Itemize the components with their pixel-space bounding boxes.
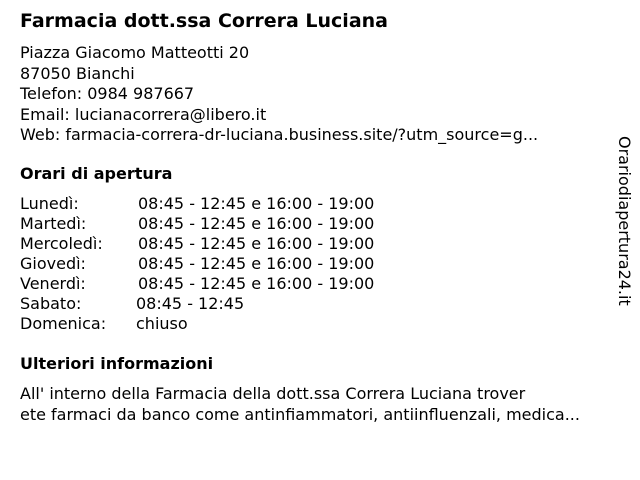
day-label: Lunedì: [20, 194, 79, 213]
phone-number[interactable]: Telefon: 0984 987667 [20, 84, 195, 103]
hours-heading: Orari di apertura [20, 164, 173, 183]
info-heading: Ulteriori informazioni [20, 354, 214, 373]
day-label: Giovedì: [20, 254, 86, 273]
time-value: 08:45 - 12:45 e 16:00 - 19:00 [138, 254, 375, 273]
time-value: 08:45 - 12:45 e 16:00 - 19:00 [138, 194, 375, 213]
time-value: 08:45 - 12:45 e 16:00 - 19:00 [138, 214, 375, 233]
page-title: Farmacia dott.ssa Correra Luciana [20, 10, 388, 32]
description-line: ete farmaci da banco come antinfiammatori, antiinfluenzali, medica... [20, 404, 580, 424]
day-label: Sabato: [20, 294, 82, 313]
time-value: chiuso [136, 314, 188, 333]
time-value: 08:45 - 12:45 [136, 294, 245, 313]
email-address[interactable]: Email: lucianacorrera@libero.it [20, 104, 267, 124]
day-label: Mercoledì: [20, 234, 103, 253]
day-label: Venerdì: [20, 274, 86, 293]
street-address: Piazza Giacomo Matteotti 20 [20, 43, 250, 62]
address-block [20, 43, 538, 146]
day-label: Martedì: [20, 214, 87, 233]
description-line: All' interno della Farmacia della dott.ssa Correra Luciana trover [20, 384, 526, 403]
day-label: Domenica: [20, 314, 107, 333]
time-value: 08:45 - 12:45 e 16:00 - 19:00 [138, 234, 375, 253]
city-address: 87050 Bianchi [20, 63, 135, 83]
site-watermark: Orariodiapertura24.it [615, 136, 634, 306]
website-link[interactable]: Web: farmacia-correra-dr-luciana.business.site/?utm_source=g... [20, 125, 539, 144]
description-text [20, 384, 630, 425]
time-value: 08:45 - 12:45 e 16:00 - 19:00 [138, 274, 375, 293]
